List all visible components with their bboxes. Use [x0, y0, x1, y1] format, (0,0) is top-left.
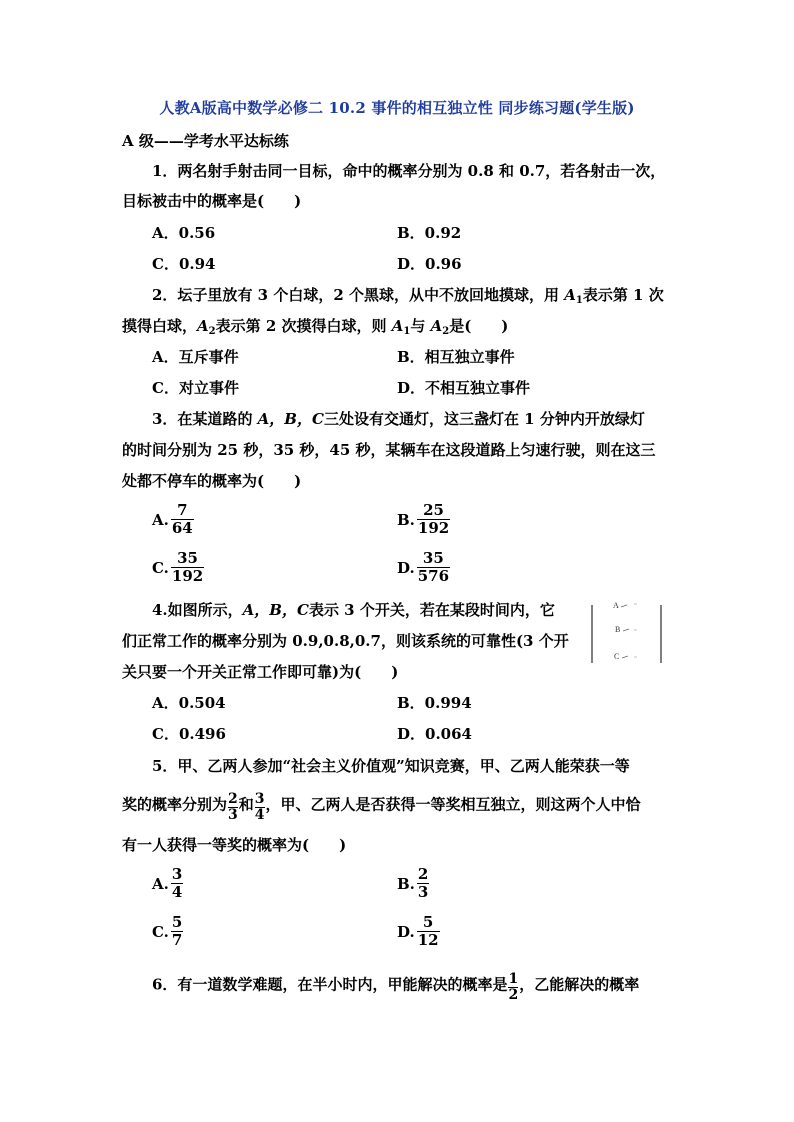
q5-option-d: D. $\frac{5}{12}$ — [397, 913, 439, 949]
q2-option-d: D．不相互独立事件 — [397, 379, 531, 397]
q4-option-d: D．0.064 — [397, 725, 472, 743]
q5-option-b: B. $\frac{2}{3}$ — [397, 865, 429, 901]
q3-option-a: A. $\frac{7}{64}$ — [152, 501, 193, 537]
q3-option-d: D. $\frac{35}{576}$ — [397, 549, 450, 585]
q4-line2: 们正常工作的概率分别为 0.9,0.8,0.7，则该系统的可靠性(3 个开 — [122, 632, 569, 650]
q1-line1: 1．两名射手射击同一目标，命中的概率分别为 0.8 和 0.7，若各射击一次， — [152, 162, 666, 180]
q2-line2: 摸得白球，$A_2$表示第 2 次摸得白球，则 $A_1$与 $A_2$是( ) — [122, 317, 509, 337]
section-heading: A 级——学考水平达标练 — [122, 132, 289, 150]
q1-option-d: D．0.96 — [397, 255, 462, 273]
document-title: 人教A版高中数学必修二 10.2 事件的相互独立性 同步练习题(学生版) — [159, 99, 635, 117]
q5-option-c: C. $\frac{5}{7}$ — [152, 913, 183, 949]
q6-fraction: $\frac{1}{2}$ — [508, 971, 519, 1003]
q5-line2: 奖的概率分别为 $\frac{2}{3}$ 和 $\frac{3}{4}$ ，甲、乙两人是否获得一等奖相互独立，则这两个人中恰 — [122, 791, 641, 823]
q1-option-a: A．0.56 — [152, 224, 216, 242]
q3-option-b: B. $\frac{25}{192}$ — [397, 501, 450, 537]
q3-line2: 的时间分别为 25 秒，35 秒，45 秒，某辆车在这段道路上匀速行驶，则在这三 — [122, 441, 656, 459]
q5-line3: 有一人获得一等奖的概率为( ) — [122, 836, 347, 854]
q2-option-b: B．相互独立事件 — [397, 348, 515, 366]
q1-option-c: C．0.94 — [152, 255, 216, 273]
q3-option-c: C. $\frac{35}{192}$ — [152, 549, 204, 585]
q4-option-b: B．0.994 — [397, 694, 472, 712]
q2-option-c: C．对立事件 — [152, 379, 239, 397]
q4-option-c: C．0.496 — [152, 725, 226, 743]
q5-line1: 5．甲、乙两人参加“社会主义价值观”知识竞赛，甲、乙两人能荣获一等 — [152, 757, 630, 775]
q5-fraction-1: $\frac{2}{3}$ — [228, 791, 238, 823]
q1-line2: 目标被击中的概率是( ) — [122, 192, 302, 210]
q5-fraction-2: $\frac{3}{4}$ — [254, 791, 265, 823]
diagram-switch-c: C — [614, 652, 620, 661]
q3-line1: 3．在某道路的 A，B，C三处设有交通灯，这三盏灯在 1 分钟内开放绿灯 — [152, 410, 645, 428]
q1-option-b: B．0.92 — [397, 224, 462, 242]
diagram-switch-b: B — [615, 625, 621, 634]
q4-option-a: A．0.504 — [152, 694, 226, 712]
switch-circuit-diagram — [591, 599, 663, 667]
q5-option-a: A. $\frac{3}{4}$ — [152, 865, 183, 901]
q4-line1: 4.如图所示，A，B，C表示 3 个开关，若在某段时间内，它 — [152, 601, 555, 619]
diagram-switch-a: A — [613, 601, 619, 610]
q4-line3: 关只要一个开关正常工作即可靠)为( ) — [122, 663, 399, 681]
q2-option-a: A．互斥事件 — [152, 348, 239, 366]
q3-line3: 处都不停车的概率为( ) — [122, 472, 302, 490]
q6-line1: 6．有一道数学难题，在半小时内，甲能解决的概率是 $\frac{1}{2}$ ，乙能解决的概率 — [152, 971, 640, 1003]
q2-line1: 2．坛子里放有 3 个白球，2 个黑球，从中不放回地摸球，用 $A_1$表示第 1 次 — [152, 286, 664, 306]
